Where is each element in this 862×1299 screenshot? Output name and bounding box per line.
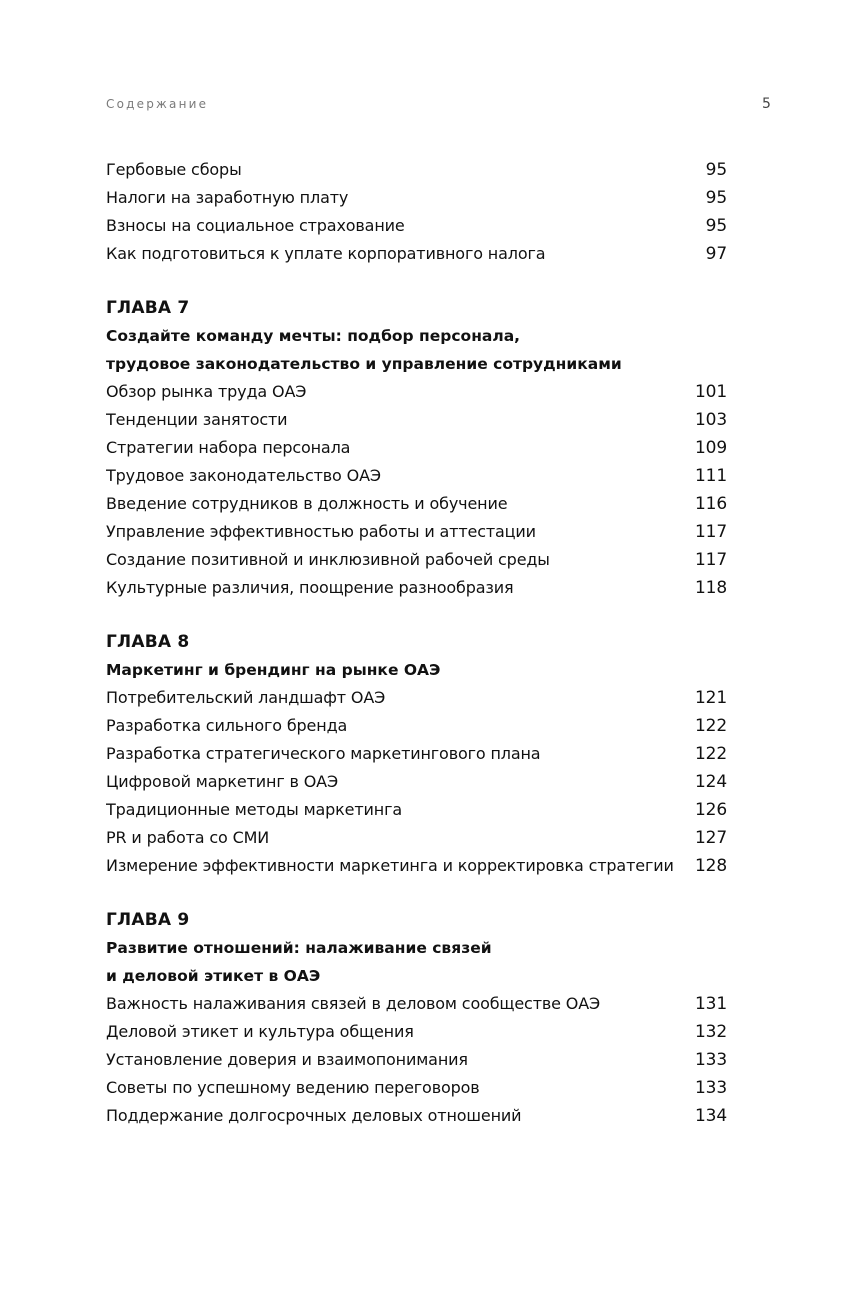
toc-entry[interactable] bbox=[106, 518, 727, 546]
toc-entry[interactable] bbox=[106, 212, 727, 240]
toc-entry-page: 118 bbox=[695, 578, 727, 598]
toc-entry[interactable] bbox=[106, 378, 727, 406]
toc-entry-page: 109 bbox=[695, 438, 727, 458]
toc-entry-title: Управление эффективностью работы и аттестации bbox=[106, 522, 536, 541]
toc-entry[interactable] bbox=[106, 852, 727, 880]
chapter-title-line: Создайте команду мечты: подбор персонала, bbox=[106, 327, 521, 345]
toc-entry-title: Тенденции занятости bbox=[106, 410, 288, 429]
toc-entry-page: 95 bbox=[705, 160, 727, 180]
toc-entry[interactable] bbox=[106, 406, 727, 434]
toc-entry-page: 126 bbox=[695, 800, 727, 820]
toc-entry-title: Важность налаживания связей в деловом сообществе ОАЭ bbox=[106, 994, 601, 1013]
chapter-title-line: Маркетинг и брендинг на рынке ОАЭ bbox=[106, 661, 441, 679]
toc-entry-page: 95 bbox=[705, 216, 727, 236]
toc-entry[interactable] bbox=[106, 546, 727, 574]
toc-entry-title: Стратегии набора персонала bbox=[106, 438, 351, 457]
toc-entry[interactable] bbox=[106, 184, 727, 212]
toc-section bbox=[106, 628, 727, 880]
toc-entry-page: 122 bbox=[695, 744, 727, 764]
toc-entry-title: Культурные различия, поощрение разнообразия bbox=[106, 578, 514, 597]
chapter-title-line: и деловой этикет в ОАЭ bbox=[106, 967, 321, 985]
toc-section bbox=[106, 294, 727, 602]
toc-entry-title: Деловой этикет и культура общения bbox=[106, 1022, 414, 1041]
chapter-label: ГЛАВА 8 bbox=[106, 632, 190, 652]
toc-entry[interactable] bbox=[106, 434, 727, 462]
toc-entry-page: 124 bbox=[695, 772, 727, 792]
toc-entry[interactable] bbox=[106, 824, 727, 852]
chapter-title-line: трудовое законодательство и управление сотрудниками bbox=[106, 355, 622, 373]
toc-entry[interactable] bbox=[106, 1074, 727, 1102]
toc-entry-page: 122 bbox=[695, 716, 727, 736]
toc-entry-title: PR и работа со СМИ bbox=[106, 828, 270, 847]
toc-entry-title: Потребительский ландшафт ОАЭ bbox=[106, 688, 386, 707]
toc-entry-title: Поддержание долгосрочных деловых отношений bbox=[106, 1106, 522, 1125]
chapter-label: ГЛАВА 9 bbox=[106, 910, 190, 930]
toc-entry-page: 133 bbox=[695, 1050, 727, 1070]
toc-entry-page: 132 bbox=[695, 1022, 727, 1042]
toc-entry-title: Взносы на социальное страхование bbox=[106, 216, 405, 235]
chapter-label: ГЛАВА 7 bbox=[106, 298, 190, 318]
toc-entry[interactable] bbox=[106, 768, 727, 796]
page-number: 5 bbox=[762, 96, 771, 112]
toc-entry-title: Обзор рынка труда ОАЭ bbox=[106, 382, 307, 401]
toc-entry-page: 117 bbox=[695, 550, 727, 570]
toc-entry-page: 101 bbox=[695, 382, 727, 402]
chapter-title-line: Развитие отношений: налаживание связей bbox=[106, 939, 492, 957]
toc-entry-title: Гербовые сборы bbox=[106, 160, 242, 179]
toc-entry-page: 111 bbox=[695, 466, 727, 486]
running-header: Содержание bbox=[106, 97, 209, 111]
toc-entry-title: Установление доверия и взаимопонимания bbox=[106, 1050, 468, 1069]
toc-entry-page: 134 bbox=[695, 1106, 727, 1126]
table-of-contents bbox=[106, 156, 727, 1156]
toc-entry-page: 131 bbox=[695, 994, 727, 1014]
toc-entry-page: 103 bbox=[695, 410, 727, 430]
toc-entry-title: Цифровой маркетинг в ОАЭ bbox=[106, 772, 338, 791]
toc-entry-title: Разработка стратегического маркетингового плана bbox=[106, 744, 541, 763]
toc-entry-title: Трудовое законодательство ОАЭ bbox=[106, 466, 381, 485]
toc-entry-title: Налоги на заработную плату bbox=[106, 188, 349, 207]
toc-entry[interactable] bbox=[106, 1102, 727, 1130]
toc-entry[interactable] bbox=[106, 240, 727, 268]
toc-entry-page: 121 bbox=[695, 688, 727, 708]
toc-entry-title: Традиционные методы маркетинга bbox=[106, 800, 402, 819]
toc-entry[interactable] bbox=[106, 156, 727, 184]
toc-entry[interactable] bbox=[106, 1046, 727, 1074]
toc-section bbox=[106, 906, 727, 1130]
toc-entry-page: 133 bbox=[695, 1078, 727, 1098]
toc-entry[interactable] bbox=[106, 462, 727, 490]
toc-entry[interactable] bbox=[106, 574, 727, 602]
toc-entry[interactable] bbox=[106, 1018, 727, 1046]
toc-entry[interactable] bbox=[106, 796, 727, 824]
toc-entry-title: Измерение эффективности маркетинга и корректировка стратегии bbox=[106, 856, 674, 875]
toc-entry-title: Советы по успешному ведению переговоров bbox=[106, 1078, 480, 1097]
toc-entry-page: 127 bbox=[695, 828, 727, 848]
toc-entry-page: 95 bbox=[705, 188, 727, 208]
toc-entry[interactable] bbox=[106, 990, 727, 1018]
toc-entry-title: Разработка сильного бренда bbox=[106, 716, 348, 735]
toc-entry-page: 116 bbox=[695, 494, 727, 514]
toc-entry-page: 117 bbox=[695, 522, 727, 542]
toc-entry-page: 128 bbox=[695, 856, 727, 876]
toc-entry[interactable] bbox=[106, 684, 727, 712]
toc-entry[interactable] bbox=[106, 490, 727, 518]
toc-entry-page: 97 bbox=[705, 244, 727, 264]
toc-entry[interactable] bbox=[106, 712, 727, 740]
toc-entry-title: Введение сотрудников в должность и обучение bbox=[106, 494, 508, 513]
toc-entry-title: Как подготовиться к уплате корпоративного налога bbox=[106, 244, 546, 263]
toc-entry-title: Создание позитивной и инклюзивной рабочей среды bbox=[106, 550, 550, 569]
toc-section bbox=[106, 156, 727, 268]
toc-entry[interactable] bbox=[106, 740, 727, 768]
